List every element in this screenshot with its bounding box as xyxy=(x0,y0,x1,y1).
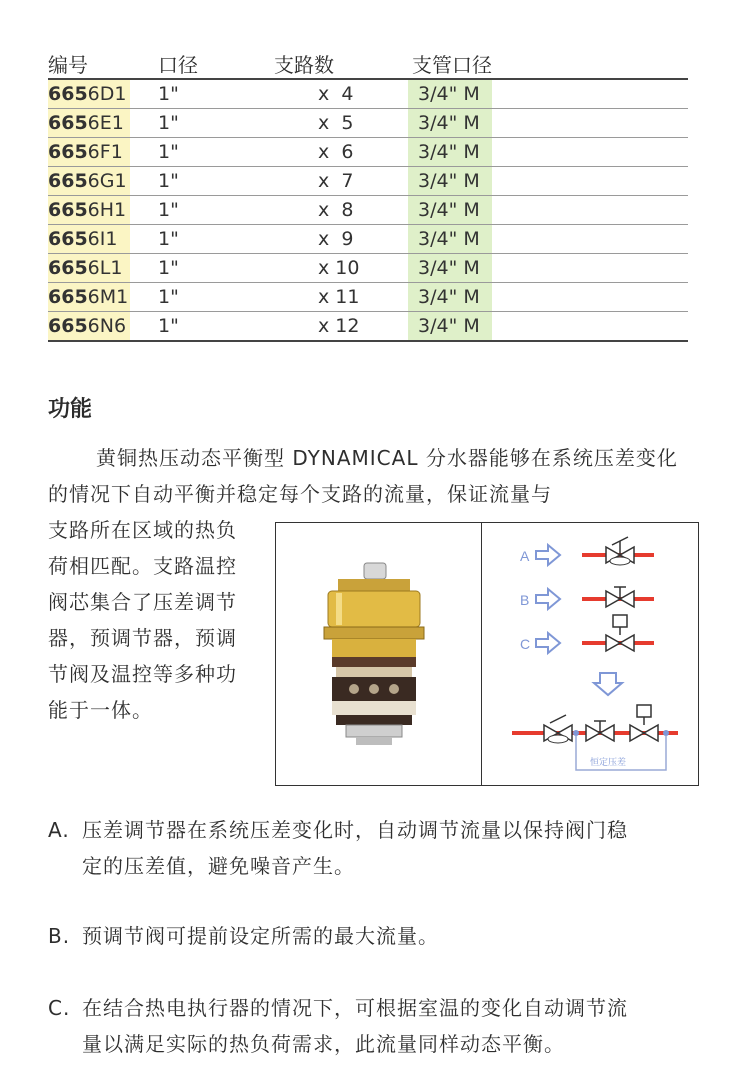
count-cell xyxy=(268,109,408,138)
header-count: 支路数 xyxy=(268,48,408,79)
code-suffix: 6L1 xyxy=(87,257,123,279)
branch-value: 3/4" M xyxy=(408,80,492,108)
count-cell xyxy=(268,225,408,254)
size-cell: 1" xyxy=(158,225,268,254)
table-row xyxy=(48,283,688,312)
item-line2: 定的压差值，避免噪音产生。 xyxy=(82,854,355,878)
label-c: C xyxy=(520,636,531,652)
table-body xyxy=(48,79,688,341)
code-cell xyxy=(48,312,158,342)
feature-item xyxy=(48,812,703,884)
code-prefix: 665 xyxy=(48,112,88,134)
code-cell xyxy=(48,254,158,283)
down-arrow xyxy=(594,673,622,695)
count-cell xyxy=(268,138,408,167)
code-suffix: 6N6 xyxy=(87,315,127,337)
intro-paragraph: 黄铜热压动态平衡型 DYNAMICAL 分水器能够在系统压差变化的情况下自动平衡并稳定每个支路的流量，保证流量与 xyxy=(48,446,678,506)
count-cell xyxy=(268,196,408,225)
valve-diagram xyxy=(482,523,700,785)
code-suffix: 6I1 xyxy=(87,228,118,250)
count-value: x 9 xyxy=(318,228,354,250)
count-value: x 10 xyxy=(318,257,360,279)
count-value: x 4 xyxy=(318,83,354,105)
feature-item xyxy=(48,918,703,954)
branch-cell xyxy=(408,138,688,167)
count-cell xyxy=(268,167,408,196)
table-row xyxy=(48,109,688,138)
branch-cell xyxy=(408,254,688,283)
count-cell xyxy=(268,312,408,342)
count-value: x 5 xyxy=(318,112,354,134)
size-cell: 1" xyxy=(158,312,268,342)
code-suffix: 6D1 xyxy=(87,83,127,105)
count-value: x 8 xyxy=(318,199,354,221)
constant-pressure-caption: 恒定压差 xyxy=(590,758,627,768)
row-b xyxy=(520,587,654,609)
code-suffix: 6G1 xyxy=(87,170,127,192)
header-size: 口径 xyxy=(158,48,268,79)
code-suffix: 6F1 xyxy=(87,141,123,163)
code-prefix: 665 xyxy=(48,315,88,337)
code-cell xyxy=(48,225,158,254)
code-prefix: 665 xyxy=(48,286,88,308)
size-cell: 1" xyxy=(158,196,268,225)
branch-value: 3/4" M xyxy=(408,254,492,282)
feature-item xyxy=(48,990,703,1062)
wrapped-paragraph xyxy=(48,512,278,728)
code-cell xyxy=(48,196,158,225)
row-c xyxy=(520,615,654,653)
item-line1: 预调节阀可提前设定所需的最大流量。 xyxy=(82,924,439,948)
branch-cell xyxy=(408,109,688,138)
branch-value: 3/4" M xyxy=(408,138,492,166)
size-cell: 1" xyxy=(158,79,268,109)
wrapped-line: 阀芯集合了压差调节 xyxy=(48,590,237,614)
table-row xyxy=(48,167,688,196)
table-row xyxy=(48,225,688,254)
code-cell xyxy=(48,283,158,312)
count-value: x 12 xyxy=(318,315,360,337)
spec-table xyxy=(48,48,688,342)
size-cell: 1" xyxy=(158,167,268,196)
branch-cell xyxy=(408,79,688,109)
header-branch: 支管口径 xyxy=(408,48,688,79)
wrapped-line: 节阀及温控等多种功 xyxy=(48,662,237,686)
code-cell xyxy=(48,109,158,138)
item-marker: A. xyxy=(48,818,70,842)
branch-cell xyxy=(408,312,688,342)
section-title: 功能 xyxy=(48,397,93,422)
size-cell: 1" xyxy=(158,138,268,167)
wrapped-line: 器，预调节器，预调 xyxy=(48,626,237,650)
item-marker: B. xyxy=(48,924,71,948)
header-code: 编号 xyxy=(48,48,158,79)
table-row xyxy=(48,254,688,283)
size-cell: 1" xyxy=(158,109,268,138)
product-figure xyxy=(275,522,699,786)
table-row xyxy=(48,79,688,109)
branch-value: 3/4" M xyxy=(408,196,492,224)
code-suffix: 6M1 xyxy=(87,286,129,308)
code-prefix: 665 xyxy=(48,83,88,105)
count-value: x 6 xyxy=(318,141,354,163)
code-cell xyxy=(48,167,158,196)
table-row xyxy=(48,138,688,167)
code-prefix: 665 xyxy=(48,199,88,221)
item-line1: 在结合热电执行器的情况下，可根据室温的变化自动调节流 xyxy=(82,996,628,1020)
code-prefix: 665 xyxy=(48,141,88,163)
item-line2: 量以满足实际的热负荷需求，此流量同样动态平衡。 xyxy=(82,1032,565,1056)
size-cell: 1" xyxy=(158,283,268,312)
branch-cell xyxy=(408,283,688,312)
branch-value: 3/4" M xyxy=(408,167,492,195)
count-cell xyxy=(268,283,408,312)
branch-cell xyxy=(408,196,688,225)
code-prefix: 665 xyxy=(48,228,88,250)
branch-cell xyxy=(408,167,688,196)
count-value: x 11 xyxy=(318,286,360,308)
count-cell xyxy=(268,79,408,109)
table-row xyxy=(48,312,688,342)
item-marker: C. xyxy=(48,996,71,1020)
label-a: A xyxy=(520,548,530,564)
size-cell: 1" xyxy=(158,254,268,283)
branch-value: 3/4" M xyxy=(408,312,492,340)
branch-value: 3/4" M xyxy=(408,283,492,311)
branch-cell xyxy=(408,225,688,254)
wrapped-line: 荷相匹配。支路温控 xyxy=(48,554,237,578)
count-cell xyxy=(268,254,408,283)
valve-cartridge-illustration xyxy=(276,523,481,785)
branch-value: 3/4" M xyxy=(408,109,492,137)
wrapped-line: 支路所在区域的热负 xyxy=(48,518,237,542)
code-prefix: 665 xyxy=(48,170,88,192)
code-suffix: 6E1 xyxy=(87,112,124,134)
code-prefix: 665 xyxy=(48,257,88,279)
row-a xyxy=(520,537,654,565)
wrapped-line: 能于一体。 xyxy=(48,698,153,722)
branch-value: 3/4" M xyxy=(408,225,492,253)
code-cell xyxy=(48,138,158,167)
item-line1: 压差调节器在系统压差变化时，自动调节流量以保持阀门稳 xyxy=(82,818,628,842)
table-header-row xyxy=(48,48,688,79)
code-suffix: 6H1 xyxy=(87,199,127,221)
table-row xyxy=(48,196,688,225)
code-cell xyxy=(48,79,158,109)
label-b: B xyxy=(520,592,530,608)
count-value: x 7 xyxy=(318,170,354,192)
combined-row xyxy=(512,705,678,770)
